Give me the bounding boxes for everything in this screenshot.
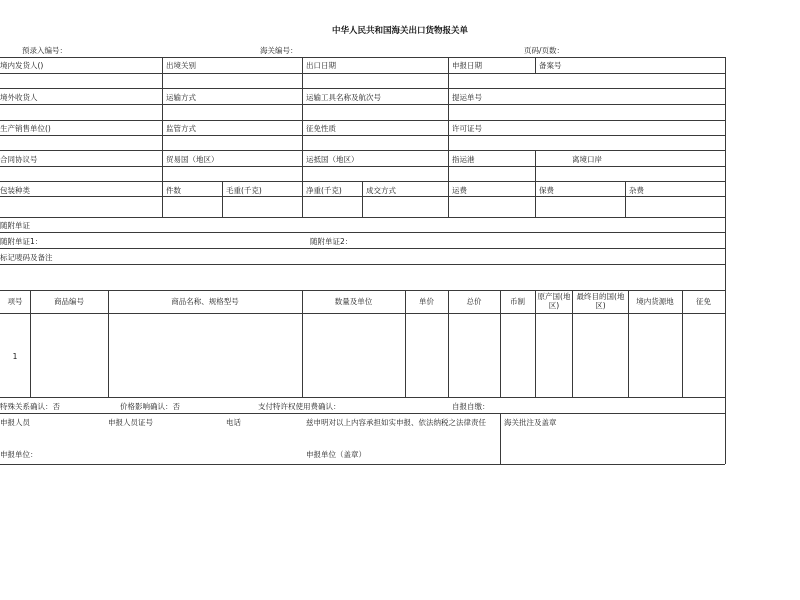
special-relation-label: 特殊关系确认：否 bbox=[0, 402, 60, 411]
transport-name-label: 运输工具名称及航次号 bbox=[306, 93, 381, 102]
customs-number-label: 海关编号： bbox=[260, 46, 298, 55]
producer-seller-label: 生产销售单位() bbox=[0, 124, 51, 133]
rule bbox=[0, 413, 725, 414]
record-number-label: 备案号 bbox=[539, 61, 562, 70]
export-date-label: 出口日期 bbox=[306, 61, 336, 70]
rule bbox=[0, 248, 725, 249]
col-origin-country: 原产国(地区) bbox=[537, 292, 571, 310]
price-impact-label: 价格影响确认：否 bbox=[120, 402, 180, 411]
page-count-label: 页码/页数： bbox=[524, 46, 565, 55]
rule bbox=[162, 196, 163, 217]
rule bbox=[0, 166, 725, 167]
rule bbox=[0, 57, 725, 58]
col-final-destination: 最终目的国(地区) bbox=[576, 292, 625, 310]
freight-label: 运费 bbox=[452, 186, 467, 195]
rule bbox=[628, 290, 629, 397]
rule bbox=[0, 120, 725, 121]
phone-label: 电话 bbox=[226, 418, 241, 427]
bill-of-lading-label: 提运单号 bbox=[452, 93, 482, 102]
levy-nature-label: 征免性质 bbox=[306, 124, 336, 133]
col-unit-price: 单价 bbox=[419, 297, 434, 306]
gross-weight-label: 毛重(千克) bbox=[226, 186, 262, 195]
exit-port-label: 离境口岸 bbox=[572, 155, 602, 164]
col-goods-code: 商品编号 bbox=[54, 297, 84, 306]
rule bbox=[725, 57, 726, 464]
rule bbox=[448, 290, 449, 397]
rule bbox=[500, 290, 501, 397]
col-item-no: 项号 bbox=[7, 297, 23, 306]
trading-country-label: 贸易国（地区） bbox=[166, 155, 219, 164]
rule bbox=[625, 181, 626, 217]
rule bbox=[302, 196, 303, 217]
rule bbox=[302, 290, 303, 397]
rule bbox=[0, 217, 725, 218]
pieces-label: 件数 bbox=[166, 186, 181, 195]
rule bbox=[0, 135, 725, 136]
form-title: 中华人民共和国海关出口货物报关单 bbox=[331, 26, 468, 36]
rule bbox=[108, 290, 109, 397]
port-of-departure-label: 指运港 bbox=[452, 155, 475, 164]
rule bbox=[448, 57, 449, 196]
rule bbox=[0, 104, 725, 105]
col-levy: 征免 bbox=[696, 297, 711, 306]
rule bbox=[535, 150, 536, 181]
col-currency: 币制 bbox=[510, 297, 525, 306]
declaration-statement: 兹申明对以上内容承担如实申报、依法纳税之法律责任 bbox=[306, 418, 486, 427]
exit-customs-label: 出境关别 bbox=[166, 61, 196, 70]
rule bbox=[0, 264, 725, 265]
rule bbox=[162, 57, 163, 196]
attached-doc1-label: 随附单证1： bbox=[0, 237, 43, 246]
rule bbox=[405, 290, 406, 397]
rule bbox=[682, 290, 683, 397]
rule bbox=[0, 464, 725, 465]
insurance-label: 保费 bbox=[539, 186, 554, 195]
package-type-label: 包装种类 bbox=[0, 186, 30, 195]
attached-doc2-label: 随附单证2： bbox=[310, 237, 353, 246]
rule bbox=[30, 290, 31, 397]
rule bbox=[535, 57, 536, 73]
contract-number-label: 合同协议号 bbox=[0, 155, 38, 164]
declaring-unit-seal-label: 申报单位（盖章） bbox=[306, 450, 366, 459]
license-number-label: 许可证号 bbox=[452, 124, 482, 133]
rule bbox=[0, 150, 725, 151]
col-goods-name: 商品名称、规格型号 bbox=[171, 297, 239, 306]
col-quantity-unit: 数量及单位 bbox=[334, 297, 373, 306]
misc-fees-label: 杂费 bbox=[629, 186, 644, 195]
rule bbox=[0, 73, 725, 74]
destination-country-label: 运抵国（地区） bbox=[306, 155, 359, 164]
supervision-mode-label: 监管方式 bbox=[166, 124, 196, 133]
marks-remarks-label: 标记唛码及备注 bbox=[0, 253, 53, 262]
domestic-consignor-label: 境内发货人() bbox=[0, 61, 44, 70]
rule bbox=[222, 181, 223, 217]
declaring-unit-label: 申报单位： bbox=[0, 450, 38, 459]
rule bbox=[500, 413, 501, 464]
declarant-cert-label: 申报人员证号 bbox=[108, 418, 153, 427]
customs-endorsement-label: 海关批注及盖章 bbox=[504, 418, 557, 427]
overseas-consignee-label: 境外收货人 bbox=[0, 93, 38, 102]
attached-docs-label: 随附单证 bbox=[0, 221, 30, 230]
declaration-date-label: 申报日期 bbox=[452, 61, 482, 70]
transport-mode-label: 运输方式 bbox=[166, 93, 196, 102]
transaction-mode-label: 成交方式 bbox=[366, 186, 396, 195]
rule bbox=[0, 232, 725, 233]
rule bbox=[0, 88, 725, 89]
row-item-number: 1 bbox=[12, 352, 18, 361]
col-total-price: 总价 bbox=[466, 297, 482, 306]
rule bbox=[0, 397, 725, 398]
rule bbox=[302, 57, 303, 196]
pre-entry-number-label: 预录入编号： bbox=[22, 46, 67, 55]
col-domestic-source: 境内货源地 bbox=[636, 297, 674, 306]
royalty-label: 支付特许权使用费确认： bbox=[258, 402, 341, 411]
self-report-label: 自报自缴： bbox=[452, 402, 490, 411]
net-weight-label: 净重(千克) bbox=[306, 186, 342, 195]
rule bbox=[535, 181, 536, 217]
rule bbox=[362, 181, 363, 217]
declarant-label: 申报人员 bbox=[0, 418, 30, 427]
rule bbox=[448, 196, 449, 217]
